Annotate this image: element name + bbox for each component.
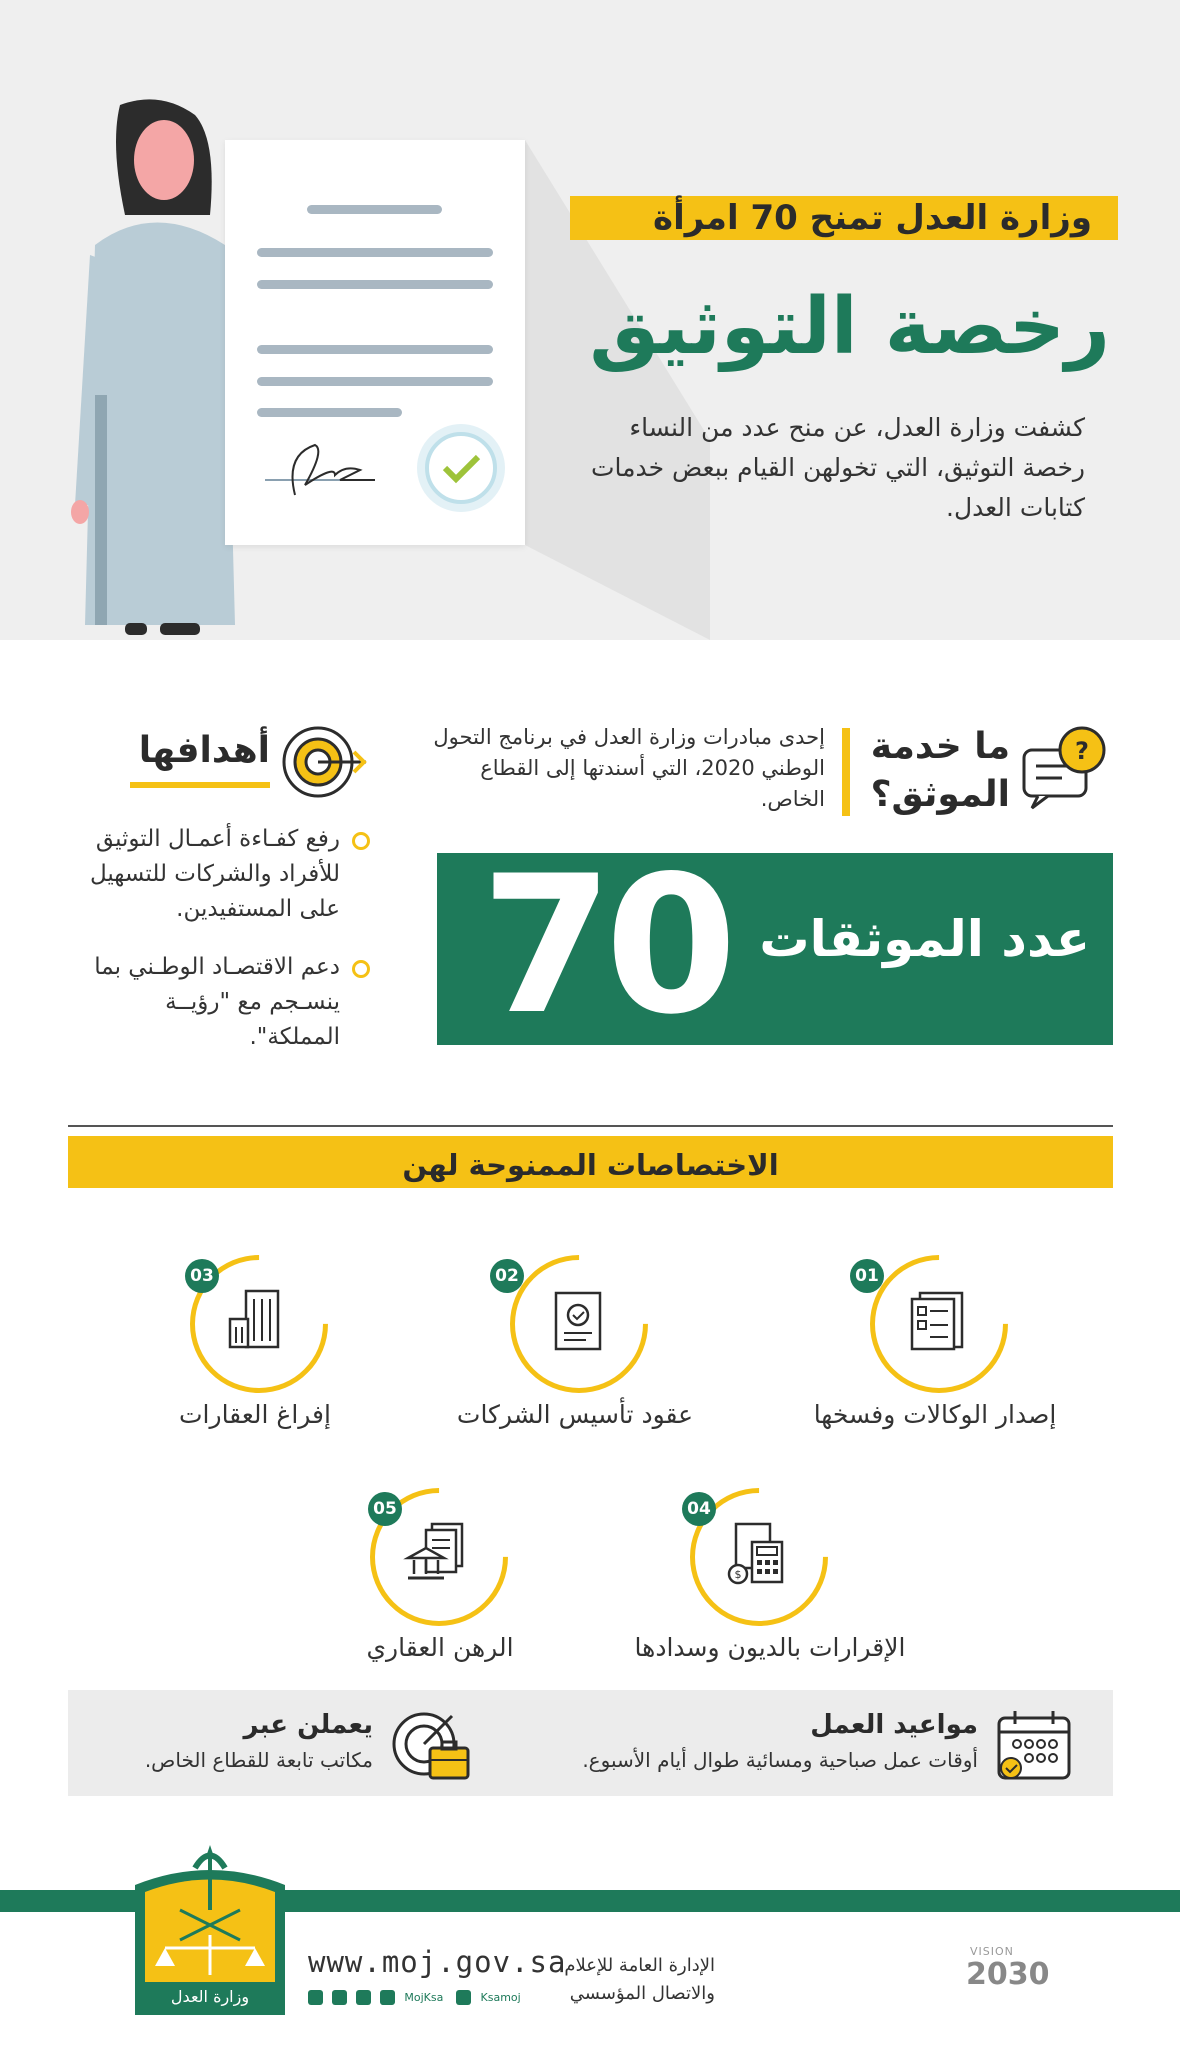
- item-label: عقود تأسيس الشركات: [456, 1400, 694, 1429]
- vision-2030-logo: [960, 1945, 1060, 2015]
- certified-document-icon: [542, 1285, 612, 1355]
- specializations-title: الاختصاصات الممنوحة لهن: [402, 1148, 779, 1182]
- svg-text:$: $: [734, 1568, 742, 1581]
- instagram-icon[interactable]: [332, 1990, 347, 2005]
- item-label: الرهن العقاري: [366, 1633, 514, 1662]
- website-link[interactable]: www.moj.gov.sa: [308, 1945, 567, 1979]
- goal-item-text: رفع كفـاءة أعمـال التوثيق للأفراد والشركات للتسهيل على المستفيدين.: [89, 826, 340, 922]
- section-divider: [68, 1125, 1113, 1127]
- intro-text: كشفت وزارة العدل، عن منح عدد من النساء رخصة التوثيق، التي تخولهن القيام ببعض خدمات كتابات العدل.: [590, 413, 1085, 522]
- headline-banner: [570, 196, 1110, 240]
- item-number: 01: [850, 1259, 884, 1293]
- department-line: والاتصال المؤسسي: [569, 1983, 715, 2004]
- item-label: الإقرارات بالديون وسدادها: [634, 1633, 906, 1662]
- linkedin-icon[interactable]: [380, 1990, 395, 2005]
- goal-item-text: دعم الاقتصـاد الوطـني بما ينسـجم مع "رؤيــة المملكة".: [94, 954, 340, 1050]
- twitter-icon[interactable]: [308, 1990, 323, 2005]
- goals-title: أهدافها: [138, 730, 270, 771]
- goal-item: [70, 822, 340, 927]
- department-line: الإدارة العامة للإعلام: [564, 1955, 715, 1976]
- what-is-title: ما خدمة الموثق؟: [870, 726, 1010, 815]
- goal-item: [70, 950, 340, 1055]
- social-handle[interactable]: Ksamoj: [480, 1991, 521, 2004]
- goals-underline: [130, 782, 270, 788]
- social-links: [308, 1987, 529, 2003]
- hero-section: [0, 0, 1180, 640]
- what-is-text: إحدى مبادرات وزارة العدل في برنامج التحول الوطني 2020، التي أسندتها إلى القطاع الخاص.: [433, 725, 825, 811]
- count-value: 70: [480, 835, 730, 1056]
- social-handle[interactable]: MojKsa: [404, 1991, 444, 2004]
- svg-text:?: ?: [1075, 737, 1089, 765]
- department-name: [515, 1952, 715, 2008]
- item-number: 03: [185, 1259, 219, 1293]
- documents-list-icon: [902, 1285, 972, 1355]
- headline-title: رخصة التوثيق: [589, 282, 1110, 372]
- work-title: يعملن عبر: [243, 1710, 373, 1740]
- calendar-icon: [995, 1708, 1073, 1784]
- target-arrow-icon: [278, 722, 370, 802]
- item-number: 04: [682, 1492, 716, 1526]
- signature-icon: [255, 420, 375, 510]
- vision-year: 2030: [966, 1957, 1050, 1992]
- hours-title: مواعيد العمل: [810, 1710, 978, 1740]
- snapchat-icon[interactable]: [356, 1990, 371, 2005]
- what-is-divider: [842, 728, 850, 816]
- building-icon: [222, 1285, 292, 1355]
- bank-document-icon: [402, 1518, 472, 1588]
- count-label: عدد الموثقات: [759, 910, 1090, 968]
- specialization-item: [590, 1478, 950, 1708]
- headline-subtitle: وزارة العدل تمنح 70 امرأة: [653, 198, 1092, 238]
- item-label: إفراغ العقارات: [179, 1400, 331, 1429]
- work-text: مكاتب تابعة للقطاع الخاص.: [144, 1748, 373, 1772]
- ministry-logo-icon: [135, 1840, 285, 2015]
- vision-label: VISION: [970, 1945, 1014, 1958]
- info-panel: [68, 1690, 1113, 1796]
- specialization-item: [395, 1245, 755, 1475]
- specialization-item: [260, 1478, 620, 1708]
- question-chat-icon: [1020, 722, 1112, 814]
- briefcase-target-icon: [390, 1708, 472, 1786]
- license-document: [225, 140, 525, 545]
- specialization-item: [75, 1245, 435, 1475]
- youtube-icon[interactable]: [456, 1990, 471, 2005]
- specialization-item: [755, 1245, 1115, 1475]
- logo-text: وزارة العدل: [170, 1987, 250, 2006]
- item-label: إصدار الوكالات وفسخها: [813, 1400, 1057, 1429]
- approved-seal-icon: [413, 420, 509, 516]
- item-number: 02: [490, 1259, 524, 1293]
- item-number: 05: [368, 1492, 402, 1526]
- hours-text: أوقات عمل صباحية ومسائية طوال أيام الأسبوع.: [582, 1748, 978, 1772]
- calculator-money-icon: [722, 1518, 792, 1588]
